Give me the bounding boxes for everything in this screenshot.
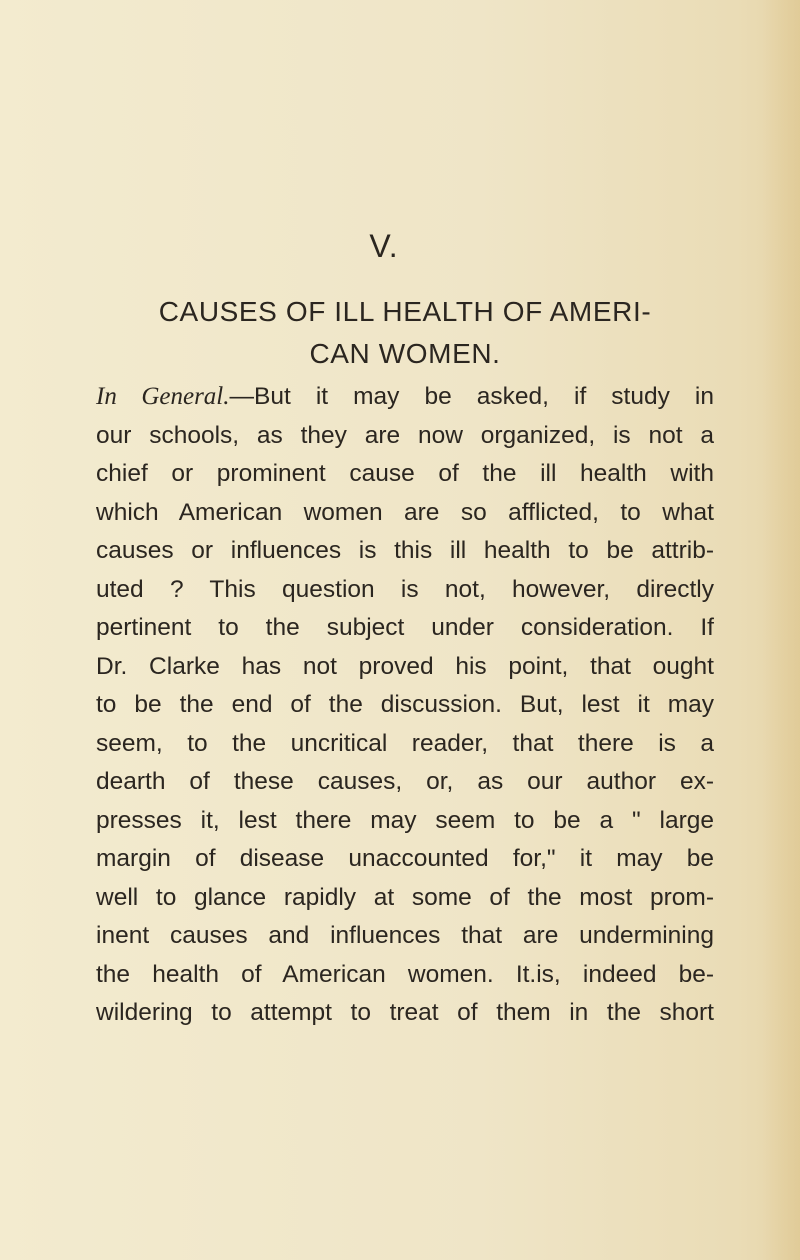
- paragraph-line: causes or influences is this ill health to be attrib-: [96, 537, 714, 564]
- paragraph-line-1: [96, 378, 714, 417]
- lead-rest: —But it may be asked, if study in: [229, 383, 714, 410]
- body-paragraph: [96, 378, 714, 1033]
- paragraph-line: chief or prominent cause of the ill health with: [96, 460, 714, 487]
- paragraph-line: seem, to the uncritical reader, that there is a: [96, 729, 714, 757]
- paragraph-line: which American women are so afflicted, to what: [96, 498, 714, 526]
- paragraph-line: our schools, as they are now organized, is not a: [96, 421, 714, 449]
- paragraph-line: uted ? This question is not, however, directly: [96, 575, 714, 603]
- paragraph-line: wildering to attempt to treat of them in the short: [96, 999, 714, 1026]
- chapter-title-line-2: CAN WOMEN.: [309, 338, 501, 369]
- page-edge-shadow: [762, 0, 800, 1260]
- paragraph-line: margin of disease unaccounted for," it may be: [96, 845, 714, 872]
- chapter-number: V.: [369, 228, 399, 264]
- paragraph-line: inent causes and influences that are undermining: [96, 922, 714, 949]
- paragraph-line: well to glance rapidly at some of the most prom-: [96, 883, 714, 911]
- paragraph-line: Dr. Clarke has not proved his point, that ought: [96, 652, 714, 680]
- section-lead: In General.: [96, 383, 230, 410]
- paragraph-line: to be the end of the discussion. But, lest it may: [96, 691, 714, 718]
- paragraph-line: dearth of these causes, or, as our author ex-: [96, 768, 714, 795]
- chapter-title: [96, 291, 714, 375]
- paragraph-line: the health of American women. It.is, indeed be-: [96, 960, 714, 988]
- paragraph-line: pertinent to the subject under consideration. If: [96, 614, 714, 641]
- chapter-title-line-1: CAUSES OF ILL HEALTH OF AMERI-: [158, 296, 652, 327]
- paragraph-line: presses it, lest there may seem to be a " large: [96, 806, 714, 834]
